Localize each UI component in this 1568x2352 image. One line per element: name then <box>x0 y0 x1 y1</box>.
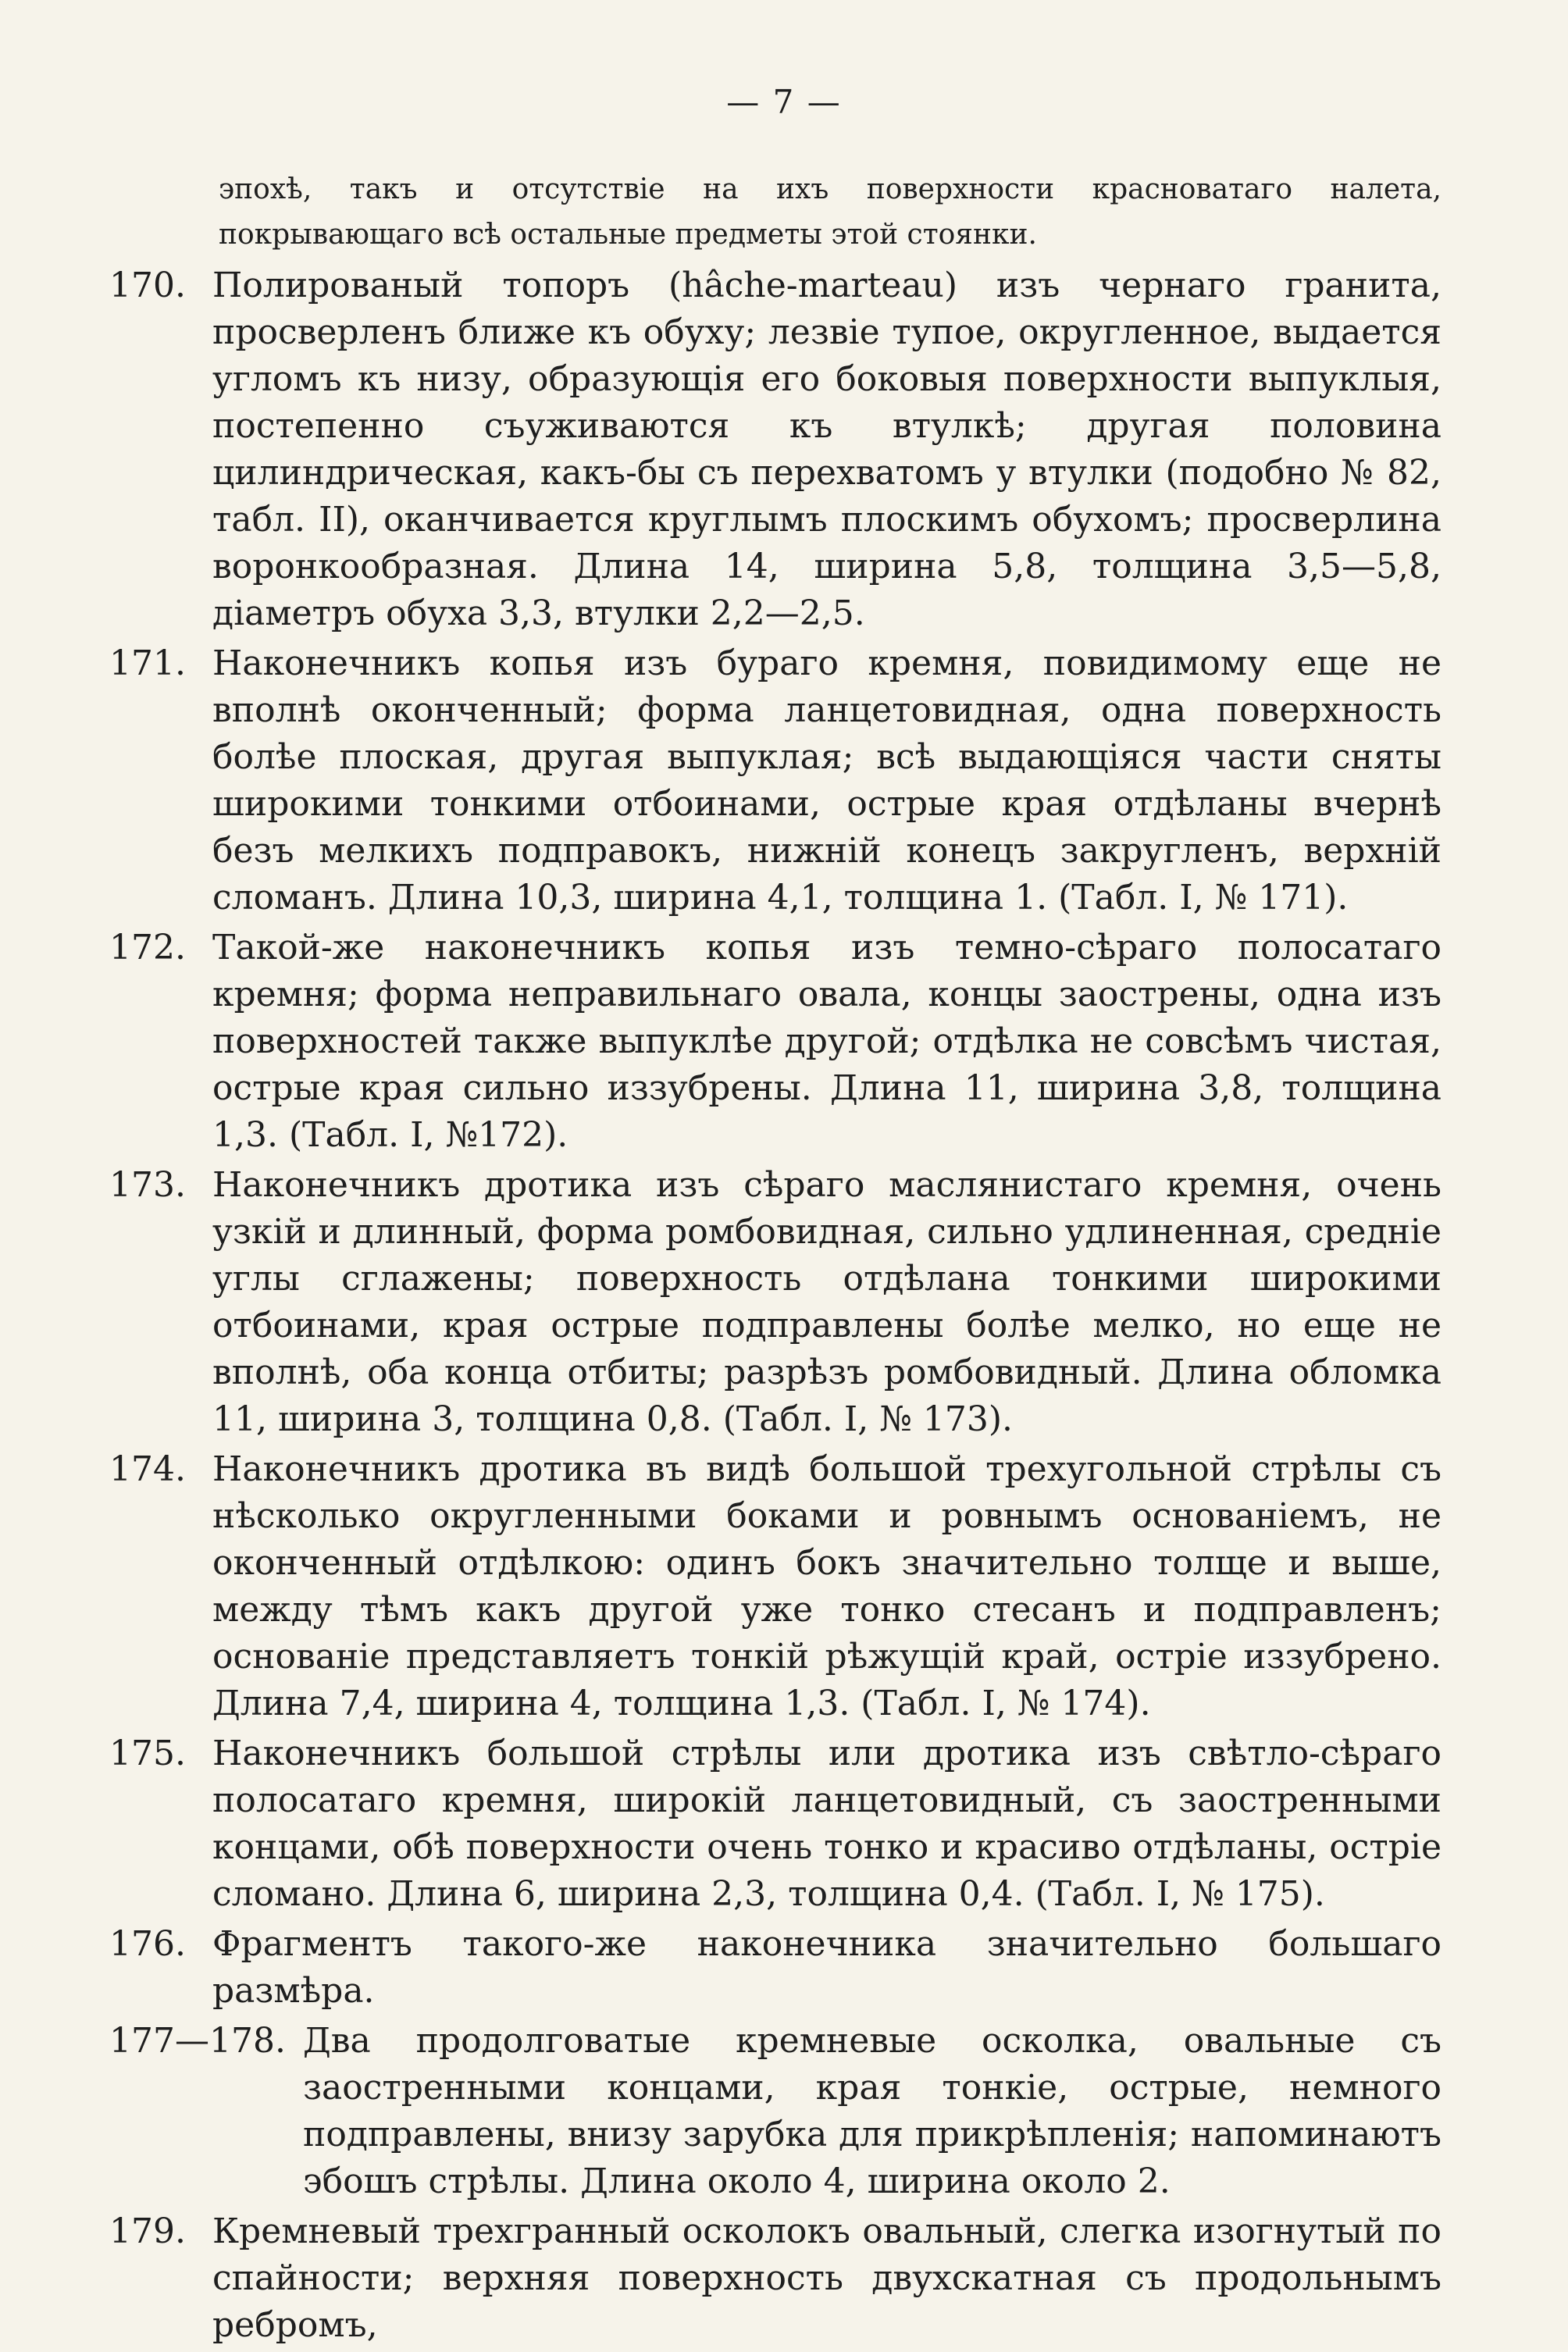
catalog-entry-170 <box>109 262 1441 637</box>
catalog-entry-171 <box>109 640 1441 921</box>
page-number: — 7 — <box>726 83 842 121</box>
entry-number: 174. <box>109 1449 186 1489</box>
entry-number: 171. <box>109 643 186 683</box>
continuation-paragraph: эпохѣ, такъ и отсутствіе на ихъ поверхности красноватаго налета, покрывающаго всѣ остальные предметы этой стоянки. <box>219 173 1441 251</box>
entry-number: 173. <box>109 1165 186 1205</box>
entry-text: Полированый топоръ (hâche-marteau) изъ чернаго гранита, просверленъ ближе къ обуху; лезвіе тупое, округленное, выдается угломъ къ низу, образующія его боковыя поверхности выпуклыя, постепенно съуживаются къ втулкѣ; другая половина цилиндрическая, какъ-бы съ перехватомъ у втулки (подобно № 82, табл. II), оканчивается круглымъ плоскимъ обухомъ; просверлина воронкообразная. Длина 14, ширина 5,8, толщина 3,5—5,8, діаметръ обуха 3,3, втулки 2,2—2,5. <box>212 265 1441 633</box>
entry-text: Наконечникъ дротика изъ сѣраго маслянистаго кремня, очень узкій и длинный, форма ромбовидная, сильно удлиненная, средніе углы сглажены; поверхность отдѣлана тонкими широкими отбоинами, края острые подправлены болѣе мелко, но еще не вполнѣ, оба конца отбиты; разрѣзъ ромбовидный. Длина обломка 11, ширина 3, толщина 0,8. (Табл. I, № 173). <box>212 1165 1441 1439</box>
entry-text: Наконечникъ дротика въ видѣ большой трехугольной стрѣлы съ нѣсколько округленными боками и ровнымъ основаніемъ, не оконченный отдѣлкою: одинъ бокъ значительно толще и выше, между тѣмъ какъ другой уже тонко стесанъ и подправленъ; основаніе представляетъ тонкій рѣжущій край, остріе иззубрено. Длина 7,4, ширина 4, толщина 1,3. (Табл. I, № 174). <box>212 1449 1441 1723</box>
entry-text: Фрагментъ такого-же наконечника значительно большаго размѣра. <box>212 1924 1441 2011</box>
catalog-entry-179 <box>109 2208 1441 2349</box>
entry-number: 170. <box>109 265 186 305</box>
catalog-entry-172 <box>109 925 1441 1159</box>
catalog-entry-174 <box>109 1446 1441 1727</box>
catalog-entry-175 <box>109 1730 1441 1918</box>
entry-text: Кремневый трехгранный осколокъ овальный, слегка изогнутый по спайности; верхняя поверхность двухскатная съ продольнымъ ребромъ, <box>212 2211 1441 2345</box>
entry-number: 175. <box>109 1734 186 1773</box>
catalog-entry-177-178 <box>109 2018 1441 2205</box>
entry-text: Такой-же наконечникъ копья изъ темно-сѣраго полосатаго кремня; форма неправильнаго овала, концы заострены, одна изъ поверхностей также выпуклѣе другой; отдѣлка не совсѣмъ чистая, острые края сильно иззубрены. Длина 11, ширина 3,8, толщина 1,3. (Табл. I, №172). <box>212 928 1441 1155</box>
entry-number: 179. <box>109 2211 186 2251</box>
catalog-entries <box>109 262 1441 2352</box>
catalog-entry-173 <box>109 1162 1441 1443</box>
entry-number: 177—178. <box>109 2021 286 2061</box>
entry-number: 176. <box>109 1924 186 1964</box>
entry-text: Наконечникъ копья изъ бураго кремня, повидимому еще не вполнѣ оконченный; форма ланцетовидная, одна поверхность болѣе плоская, другая выпуклая; всѣ выдающіяся части сняты широкими тонкими отбоинами, острые края отдѣланы вчернѣ безъ мелкихъ подправокъ, нижній конецъ закругленъ, верхній сломанъ. Длина 10,3, ширина 4,1, толщина 1. (Табл. I, № 171). <box>212 643 1441 918</box>
entry-number: 172. <box>109 928 186 968</box>
entry-text: Наконечникъ большой стрѣлы или дротика изъ свѣтло-сѣраго полосатаго кремня, широкій ланцетовидный, съ заостренными концами, обѣ поверхности очень тонко и красиво отдѣланы, остріе сломано. Длина 6, ширина 2,3, толщина 0,4. (Табл. I, № 175). <box>212 1734 1441 1914</box>
catalog-entry-176 <box>109 1921 1441 2015</box>
entry-text: Два продолговатые кремневые осколка, овальные съ заостренными концами, края тонкіе, острые, немного подправлены, внизу зарубка для прикрѣпленія; напоминаютъ эбошъ стрѣлы. Длина около 4, ширина около 2. <box>303 2021 1441 2201</box>
